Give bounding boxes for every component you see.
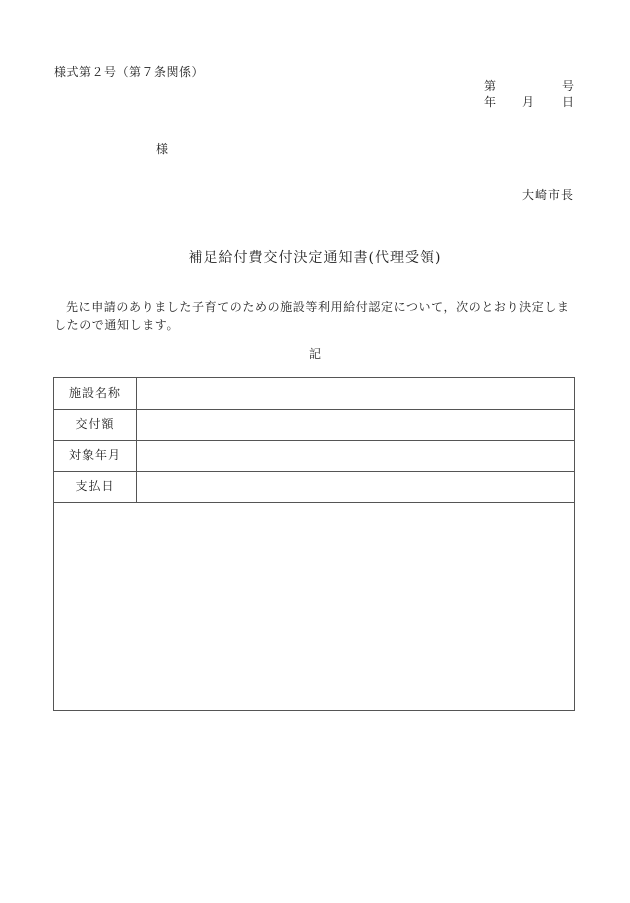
table-row <box>54 471 574 503</box>
body-text: 先に申請のありました子育てのための施設等利用給付認定について，次のとおり決定しましたので通知します。 <box>54 300 570 332</box>
date-day: 日 <box>561 95 574 109</box>
date-year: 年 <box>484 95 497 109</box>
row-label-payment-date: 支払日 <box>54 471 137 502</box>
row-value-payment-date <box>137 471 574 502</box>
row-value-target-month <box>137 440 574 471</box>
row-label-grant-amount: 交付額 <box>54 409 137 440</box>
doc-number-suffix: 号 <box>561 79 574 93</box>
doc-number-prefix: 第 <box>484 79 497 93</box>
form-number: 様式第２号（第７条関係） <box>54 65 205 79</box>
remarks-area <box>54 503 574 710</box>
row-value-grant-amount <box>137 409 574 440</box>
ki-heading: 記 <box>308 347 321 361</box>
row-value-facility-name <box>137 378 574 409</box>
document-title: 補足給付費交付決定通知書(代理受領) <box>188 250 442 266</box>
date-month: 月 <box>522 95 535 109</box>
table-row <box>54 409 574 441</box>
addressee-honorific: 様 <box>156 142 169 156</box>
row-label-facility-name: 施設名称 <box>54 378 137 409</box>
sender: 大崎市長 <box>521 188 574 202</box>
row-label-target-month: 対象年月 <box>54 440 137 471</box>
table-row <box>54 378 574 410</box>
table-row <box>54 440 574 472</box>
record-table <box>53 377 575 711</box>
